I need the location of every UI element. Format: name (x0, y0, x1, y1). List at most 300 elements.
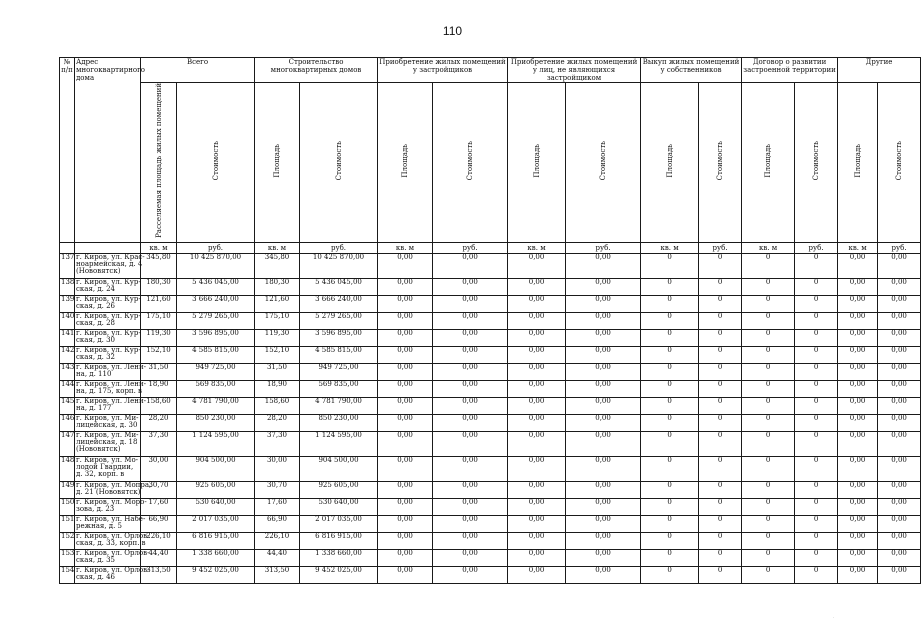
other-area: 0,00 (838, 346, 878, 363)
page-number: 110 (442, 24, 463, 38)
table-row (60, 346, 921, 363)
address-line: лицейская, д. 18 (76, 437, 138, 446)
construction-area: 119,30 (255, 329, 300, 346)
address-line: ская, д. 32 (76, 352, 116, 361)
development-area: 0 (742, 346, 795, 363)
construction-cost: 4 585 815,00 (300, 346, 378, 363)
buyout-area: 0 (641, 414, 699, 431)
buyout-cost: 0 (699, 346, 742, 363)
construction-area: 175,10 (255, 312, 300, 329)
other-area: 0,00 (838, 549, 878, 566)
purchase-dev-area: 0,00 (378, 431, 433, 456)
buyout-area: 0 (641, 397, 699, 414)
other-cost: 0,00 (878, 498, 921, 515)
table-row (60, 397, 921, 414)
buyout-area: 0 (641, 363, 699, 380)
total-cost: 5 436 045,00 (177, 278, 255, 295)
purchase-dev-cost: 0,00 (433, 532, 508, 549)
total-area: 180,30 (141, 278, 177, 295)
purchase-nondev-area: 0,00 (508, 481, 566, 498)
scan-mark: · (832, 615, 834, 620)
development-area: 0 (742, 312, 795, 329)
purchase-nondev-cost: 0,00 (566, 566, 641, 583)
purchase-nondev-cost: 0,00 (566, 532, 641, 549)
total-cost: 3 666 240,00 (177, 295, 255, 312)
total-cost: 6 816 915,00 (177, 532, 255, 549)
address-line: г. Киров, ул. Моро- (76, 497, 147, 506)
buyout-cost: 0 (699, 498, 742, 515)
construction-area: 313,50 (255, 566, 300, 583)
development-cost: 0 (795, 346, 838, 363)
development-cost: 0 (795, 431, 838, 456)
address-line: ская, д. 28 (76, 318, 116, 327)
other-area: 0,00 (838, 312, 878, 329)
development-area: 0 (742, 515, 795, 532)
total-cost: 5 279 265,00 (177, 312, 255, 329)
address-line: г. Киров, ул. Мопра, (76, 480, 152, 489)
construction-cost: 850 230,00 (300, 414, 378, 431)
address-line: г. Киров, ул. Крас- (76, 252, 145, 261)
purchase-nondev-area: 0,00 (508, 566, 566, 583)
subheader-cost: Стоимость (177, 83, 255, 243)
table-row (60, 549, 921, 566)
total-cost: 3 596 895,00 (177, 329, 255, 346)
purchase-dev-area: 0,00 (378, 329, 433, 346)
purchase-nondev-area: 0,00 (508, 253, 566, 278)
total-area: 28,20 (141, 414, 177, 431)
unit-sqm: кв. м (742, 242, 795, 253)
buyout-cost: 0 (699, 253, 742, 278)
subheader-cost: Стоимость (878, 83, 921, 243)
subheader-area: Площадь (508, 83, 566, 243)
address-line: г. Киров, ул. Набе- (76, 514, 146, 523)
total-cost: 9 452 025,00 (177, 566, 255, 583)
purchase-nondev-cost: 0,00 (566, 431, 641, 456)
table-row (60, 278, 921, 295)
development-cost: 0 (795, 312, 838, 329)
col-header-purchase-developers: Приобретение жилых помещений у застройщиков (378, 58, 508, 83)
development-area: 0 (742, 498, 795, 515)
row-address (75, 379, 146, 397)
row-number: 147 (60, 431, 75, 456)
buyout-cost: 0 (699, 380, 742, 397)
development-area: 0 (742, 566, 795, 583)
row-address (75, 295, 141, 312)
purchase-nondev-cost: 0,00 (566, 329, 641, 346)
total-area: 313,50 (141, 566, 177, 583)
purchase-nondev-area: 0,00 (508, 414, 566, 431)
total-area: 226,10 (141, 532, 177, 549)
purchase-dev-area: 0,00 (378, 278, 433, 295)
development-cost: 0 (795, 295, 838, 312)
subheader-cost: Стоимость (699, 83, 742, 243)
construction-area: 37,30 (255, 431, 300, 456)
buyout-cost: 0 (699, 329, 742, 346)
construction-cost: 530 640,00 (300, 498, 378, 515)
row-address (75, 396, 146, 414)
purchase-dev-cost: 0,00 (433, 498, 508, 515)
construction-area: 226,10 (255, 532, 300, 549)
purchase-dev-cost: 0,00 (433, 295, 508, 312)
purchase-nondev-cost: 0,00 (566, 295, 641, 312)
purchase-dev-area: 0,00 (378, 295, 433, 312)
other-cost: 0,00 (878, 312, 921, 329)
purchase-dev-area: 0,00 (378, 363, 433, 380)
address-line: ская, д. 26 (76, 301, 116, 310)
address-line: зова, д. 23 (76, 504, 115, 513)
buyout-cost: 0 (699, 414, 742, 431)
development-cost: 0 (795, 397, 838, 414)
row-number: 138 (60, 278, 75, 295)
table-body (60, 253, 921, 583)
purchase-nondev-cost: 0,00 (566, 481, 641, 498)
units-row (60, 242, 921, 253)
row-number: 149 (60, 481, 75, 498)
development-area: 0 (742, 278, 795, 295)
other-cost: 0,00 (878, 329, 921, 346)
purchase-nondev-area: 0,00 (508, 498, 566, 515)
address-line: г. Киров, ул. Мо- (76, 455, 139, 464)
row-address (75, 362, 146, 380)
table-row (60, 363, 921, 380)
purchase-dev-cost: 0,00 (433, 566, 508, 583)
address-line: г. Киров, ул. Кур- (76, 345, 141, 354)
purchase-dev-area: 0,00 (378, 532, 433, 549)
total-area: 175,10 (141, 312, 177, 329)
total-area: 66,90 (141, 515, 177, 532)
total-area: 18,90 (141, 380, 177, 397)
other-cost: 0,00 (878, 346, 921, 363)
construction-area: 30,00 (255, 456, 300, 481)
row-address (75, 456, 141, 481)
purchase-dev-cost: 0,00 (433, 515, 508, 532)
address-line: г. Киров, ул. Орлов- (76, 548, 150, 557)
other-cost: 0,00 (878, 414, 921, 431)
buyout-cost: 0 (699, 456, 742, 481)
purchase-dev-cost: 0,00 (433, 414, 508, 431)
purchase-dev-cost: 0,00 (433, 397, 508, 414)
address-line: на, д. 175, корп. в (76, 386, 142, 395)
other-cost: 0,00 (878, 481, 921, 498)
total-area: 345,80 (141, 253, 177, 278)
address-line: г. Киров, ул. Кур- (76, 277, 141, 286)
row-address (75, 514, 146, 532)
development-area: 0 (742, 532, 795, 549)
purchase-nondev-cost: 0,00 (566, 397, 641, 414)
table-row (60, 532, 921, 549)
row-number: 153 (60, 549, 75, 566)
address-line: ноармейская, д. 4 (76, 259, 143, 268)
address-line: ская, д. 30 (76, 335, 116, 344)
address-line: на, д. 110 (76, 369, 112, 378)
address-line: г. Киров, ул. Ми- (76, 430, 139, 439)
subheader-area: Площадь (641, 83, 699, 243)
total-cost: 2 017 035,00 (177, 515, 255, 532)
buyout-area: 0 (641, 346, 699, 363)
table-row (60, 253, 921, 278)
col-header-development-agreement: Договор о развитии застроенной территории (742, 58, 838, 83)
purchase-nondev-area: 0,00 (508, 397, 566, 414)
address-line: на, д. 177 (76, 403, 112, 412)
construction-area: 18,90 (255, 380, 300, 397)
total-cost: 1 124 595,00 (177, 431, 255, 456)
table-row (60, 380, 921, 397)
subheader-row (60, 83, 921, 243)
other-area: 0,00 (838, 414, 878, 431)
construction-cost: 6 816 915,00 (300, 532, 378, 549)
total-cost: 1 338 660,00 (177, 549, 255, 566)
development-area: 0 (742, 295, 795, 312)
col-header-other: Другие (838, 58, 921, 83)
other-cost: 0,00 (878, 456, 921, 481)
purchase-dev-area: 0,00 (378, 312, 433, 329)
purchase-dev-cost: 0,00 (433, 380, 508, 397)
purchase-nondev-cost: 0,00 (566, 414, 641, 431)
total-cost: 904 500,00 (177, 456, 255, 481)
other-area: 0,00 (838, 363, 878, 380)
buyout-area: 0 (641, 329, 699, 346)
construction-cost: 569 835,00 (300, 380, 378, 397)
purchase-nondev-cost: 0,00 (566, 456, 641, 481)
development-area: 0 (742, 397, 795, 414)
address-line: г. Киров, ул. Ми- (76, 413, 139, 422)
construction-cost: 10 425 870,00 (300, 253, 378, 278)
address-line: ская, д. 35 (76, 555, 116, 564)
address-line: г. Киров, ул. Орлов- (76, 565, 150, 574)
row-address (75, 329, 141, 346)
purchase-dev-area: 0,00 (378, 515, 433, 532)
row-number: 143 (60, 363, 75, 380)
construction-area: 30,70 (255, 481, 300, 498)
purchase-dev-area: 0,00 (378, 346, 433, 363)
buyout-cost: 0 (699, 431, 742, 456)
purchase-dev-area: 0,00 (378, 456, 433, 481)
row-number: 137 (60, 253, 75, 278)
development-cost: 0 (795, 380, 838, 397)
other-area: 0,00 (838, 253, 878, 278)
purchase-nondev-area: 0,00 (508, 515, 566, 532)
address-line: г. Киров, ул. Кур- (76, 311, 141, 320)
construction-area: 44,40 (255, 549, 300, 566)
address-line: ская, д. 46 (76, 572, 116, 581)
buyout-area: 0 (641, 253, 699, 278)
unit-empty (60, 242, 75, 253)
unit-rub: руб. (878, 242, 921, 253)
other-area: 0,00 (838, 481, 878, 498)
total-cost: 4 585 815,00 (177, 346, 255, 363)
purchase-dev-area: 0,00 (378, 253, 433, 278)
development-cost: 0 (795, 363, 838, 380)
development-cost: 0 (795, 515, 838, 532)
address-line: режная, д. 5 (76, 521, 122, 530)
purchase-nondev-area: 0,00 (508, 295, 566, 312)
purchase-dev-cost: 0,00 (433, 253, 508, 278)
construction-cost: 5 436 045,00 (300, 278, 378, 295)
other-cost: 0,00 (878, 363, 921, 380)
table-row (60, 456, 921, 481)
other-cost: 0,00 (878, 566, 921, 583)
buyout-area: 0 (641, 278, 699, 295)
buyout-cost: 0 (699, 532, 742, 549)
buyout-area: 0 (641, 549, 699, 566)
row-number: 139 (60, 295, 75, 312)
row-number: 148 (60, 456, 75, 481)
row-number: 150 (60, 498, 75, 515)
address-line: г. Киров, ул. Лени- (76, 396, 146, 405)
development-cost: 0 (795, 278, 838, 295)
address-line: (Нововятск) (76, 444, 121, 453)
construction-cost: 3 666 240,00 (300, 295, 378, 312)
purchase-nondev-cost: 0,00 (566, 312, 641, 329)
table-row (60, 312, 921, 329)
construction-area: 121,60 (255, 295, 300, 312)
col-header-buyout: Выкуп жилых помещений у собственников (641, 58, 742, 83)
other-cost: 0,00 (878, 295, 921, 312)
total-area: 44,40 (141, 549, 177, 566)
subheader-cost: Стоимость (795, 83, 838, 243)
total-area: 30,00 (141, 456, 177, 481)
row-number: 144 (60, 380, 75, 397)
buyout-area: 0 (641, 498, 699, 515)
unit-sqm: кв. м (508, 242, 566, 253)
development-area: 0 (742, 253, 795, 278)
purchase-nondev-cost: 0,00 (566, 253, 641, 278)
other-cost: 0,00 (878, 549, 921, 566)
construction-cost: 3 596 895,00 (300, 329, 378, 346)
development-cost: 0 (795, 253, 838, 278)
col-header-num: № п/п (60, 58, 75, 243)
table-row (60, 566, 921, 583)
purchase-dev-cost: 0,00 (433, 549, 508, 566)
other-area: 0,00 (838, 278, 878, 295)
table-row (60, 515, 921, 532)
address-line: (Нововятск) (76, 266, 121, 275)
unit-rub: руб. (433, 242, 508, 253)
buyout-cost: 0 (699, 481, 742, 498)
construction-cost: 904 500,00 (300, 456, 378, 481)
row-address (75, 252, 145, 278)
buyout-cost: 0 (699, 363, 742, 380)
development-area: 0 (742, 414, 795, 431)
purchase-nondev-cost: 0,00 (566, 380, 641, 397)
col-header-total: Всего (141, 58, 255, 83)
table-row (60, 414, 921, 431)
unit-rub: руб. (300, 242, 378, 253)
construction-cost: 4 781 790,00 (300, 397, 378, 414)
development-cost: 0 (795, 456, 838, 481)
purchase-nondev-area: 0,00 (508, 549, 566, 566)
other-cost: 0,00 (878, 397, 921, 414)
purchase-dev-area: 0,00 (378, 414, 433, 431)
construction-area: 28,20 (255, 414, 300, 431)
other-area: 0,00 (838, 431, 878, 456)
subheader-area: Площадь (255, 83, 300, 243)
total-area: 119,30 (141, 329, 177, 346)
purchase-dev-cost: 0,00 (433, 431, 508, 456)
col-header-construction: Строительство многоквартирных домов (255, 58, 378, 83)
construction-area: 152,10 (255, 346, 300, 363)
other-area: 0,00 (838, 566, 878, 583)
unit-sqm: кв. м (378, 242, 433, 253)
address-line: ская, д. 33, корп. в (76, 538, 146, 547)
row-number: 152 (60, 532, 75, 549)
other-area: 0,00 (838, 515, 878, 532)
development-cost: 0 (795, 498, 838, 515)
subheader-resettled-area: Расселяемая площадь жилых помещений (141, 83, 177, 243)
other-cost: 0,00 (878, 515, 921, 532)
development-area: 0 (742, 549, 795, 566)
row-address (75, 414, 141, 431)
row-address (75, 312, 141, 329)
purchase-dev-area: 0,00 (378, 498, 433, 515)
purchase-nondev-area: 0,00 (508, 329, 566, 346)
buyout-cost: 0 (699, 278, 742, 295)
unit-rub: руб. (566, 242, 641, 253)
purchase-dev-area: 0,00 (378, 481, 433, 498)
purchase-dev-area: 0,00 (378, 566, 433, 583)
purchase-nondev-cost: 0,00 (566, 498, 641, 515)
purchase-dev-cost: 0,00 (433, 329, 508, 346)
buyout-area: 0 (641, 456, 699, 481)
purchase-dev-area: 0,00 (378, 549, 433, 566)
construction-cost: 1 124 595,00 (300, 431, 378, 456)
other-cost: 0,00 (878, 278, 921, 295)
buyout-area: 0 (641, 481, 699, 498)
address-line: д. 32, корп. в (76, 469, 125, 478)
address-line: г. Киров, ул. Кур- (76, 328, 141, 337)
total-area: 121,60 (141, 295, 177, 312)
development-area: 0 (742, 363, 795, 380)
purchase-dev-cost: 0,00 (433, 363, 508, 380)
purchase-nondev-area: 0,00 (508, 431, 566, 456)
address-line: ская, д. 24 (76, 284, 116, 293)
total-area: 30,70 (141, 481, 177, 498)
subheader-cost: Стоимость (300, 83, 378, 243)
purchase-nondev-cost: 0,00 (566, 278, 641, 295)
row-address (75, 278, 141, 295)
row-address (75, 346, 141, 363)
total-cost: 925 605,00 (177, 481, 255, 498)
total-area: 31,50 (141, 363, 177, 380)
subheader-area: Площадь (838, 83, 878, 243)
address-line: д. 21 (Нововятск) (76, 487, 141, 496)
purchase-nondev-area: 0,00 (508, 278, 566, 295)
row-number: 141 (60, 329, 75, 346)
construction-area: 158,60 (255, 397, 300, 414)
total-cost: 4 781 790,00 (177, 397, 255, 414)
buyout-area: 0 (641, 312, 699, 329)
unit-sqm: кв. м (641, 242, 699, 253)
buyout-cost: 0 (699, 566, 742, 583)
buyout-cost: 0 (699, 397, 742, 414)
development-cost: 0 (795, 549, 838, 566)
construction-cost: 9 452 025,00 (300, 566, 378, 583)
purchase-nondev-cost: 0,00 (566, 549, 641, 566)
other-cost: 0,00 (878, 380, 921, 397)
buyout-cost: 0 (699, 549, 742, 566)
purchase-nondev-area: 0,00 (508, 363, 566, 380)
purchase-nondev-area: 0,00 (508, 312, 566, 329)
total-cost: 850 230,00 (177, 414, 255, 431)
purchase-nondev-area: 0,00 (508, 532, 566, 549)
other-area: 0,00 (838, 456, 878, 481)
construction-cost: 5 279 265,00 (300, 312, 378, 329)
construction-area: 345,80 (255, 253, 300, 278)
buyout-cost: 0 (699, 515, 742, 532)
development-cost: 0 (795, 414, 838, 431)
row-number: 154 (60, 566, 75, 583)
development-cost: 0 (795, 481, 838, 498)
